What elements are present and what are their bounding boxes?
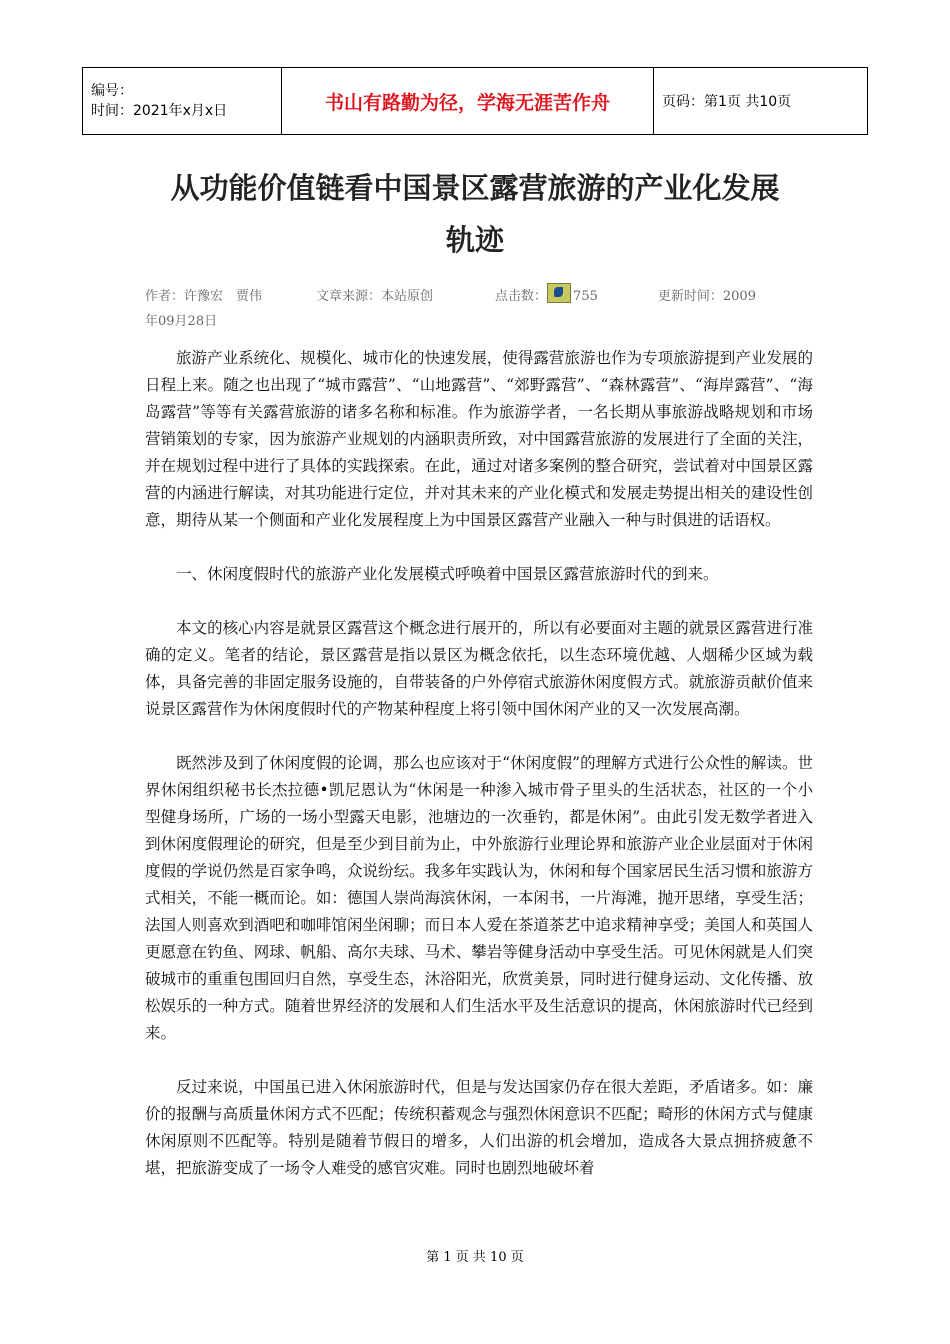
header-table bbox=[82, 67, 868, 135]
title-line-1: 从功能价值链看中国景区露营旅游的产业化发展 bbox=[170, 171, 780, 205]
page-footer: 第 1 页 共 10 页 bbox=[426, 1250, 524, 1265]
paragraph: 既然涉及到了休闲度假的论调，那么也应该对于“休闲度假”的理解方式进行公众性的解读。世界休闲组织秘书长杰拉德•凯尼恩认为“休闲是一种渗入城市骨子里头的生活状态，社区的一个小型健身场所，广场的一场小型露天电影，池塘边的一次垂钓，都是休闲”。由此引发无数学者进入到休闲度假理论的研究，但是至少到目前为止，中外旅游行业理论界和旅游产业企业层面对于休闲度假的学说仍然是百家争鸣，众说纷纭。我多年实践认为，休闲和每个国家居民生活习惯和旅游方式相关，不能一概而论。如：德国人崇尚海滨休闲，一本闲书，一片海滩，抛开思绪，享受生活；法国人则喜欢到酒吧和咖啡馆闲坐闲聊；而日本人爱在茶道茶艺中追求精神享受；美国人和英国人更愿意在钓鱼、网球、帆船、高尔夫球、马术、攀岩等健身活动中享受生活。可见休闲就是人们突破城市的重重包围回归自然，享受生态，沐浴阳光，欣赏美景，同时进行健身运动、文化传播、放松娱乐的一种方式。随着世界经济的发展和人们生活水平及生活意识的提高，休闲旅游时代已经到来。 bbox=[145, 754, 813, 1042]
time-label: 时间：2021年x月x日 bbox=[91, 103, 228, 119]
paragraph: 本文的核心内容是就景区露营这个概念进行展开的，所以有必要面对主题的就景区露营进行准确的定义。笔者的结论，景区露营是指以景区为概念依托，以生态环境优越、人烟稀少区域为载体，具备完善的非固定服务设施的，自带装备的户外停宿式旅游休闲度假方式。就旅游贡献价值来说景区露营作为休闲度假时代的产物某种程度上将引领中国休闲产业的又一次发展高潮。 bbox=[145, 619, 813, 718]
update-time-cont: 年09月28日 bbox=[145, 314, 218, 329]
page-info: 页码：第1页 共10页 bbox=[662, 94, 792, 110]
header-left-cell bbox=[83, 68, 282, 135]
motto-cell bbox=[282, 68, 654, 135]
hits-label: 点击数： bbox=[495, 289, 548, 304]
hits-value: 755 bbox=[573, 289, 598, 304]
article-title bbox=[100, 162, 850, 266]
page-info-cell bbox=[654, 68, 868, 135]
number-label: 编号： bbox=[91, 83, 133, 99]
motto-text: 书山有路勤为径，学海无涯苦作舟 bbox=[324, 91, 610, 114]
title-line-2: 轨迹 bbox=[445, 223, 504, 257]
paragraph: 旅游产业系统化、规模化、城市化的快速发展，使得露营旅游也作为专项旅游提到产业发展的日程上来。随之也出现了“城市露营”、“山地露营”、“郊野露营”、“森林露营”、“海岸露营”、“海岛露营”等等有关露营旅游的诸多名称和标准。作为旅游学者，一名长期从事旅游战略规划和市场营销策划的专家，因为旅游产业规划的内涵职责所致，对中国露营旅游的发展进行了全面的关注，并在规划过程中进行了具体的实践探索。在此，通过对诸多案例的整合研究，尝试着对中国景区露营的内涵进行解读，对其功能进行定位，并对其未来的产业化模式和发展走势提出相关的建设性创意，期待从某一个侧面和产业化发展程度上为中国景区露营产业融入一种与时俱进的话语权。 bbox=[145, 349, 813, 529]
author-label: 作者：许豫宏 贾伟 bbox=[145, 289, 263, 304]
article-meta bbox=[145, 283, 825, 334]
hits-group bbox=[495, 283, 598, 309]
hits-counter-icon bbox=[547, 283, 571, 303]
source-label: 文章来源：本站原创 bbox=[316, 289, 434, 304]
update-time: 更新时间：2009 bbox=[657, 289, 756, 304]
paragraph: 反过来说，中国虽已进入休闲旅游时代，但是与发达国家仍存在很大差距，矛盾诸多。如：廉价的报酬与高质量休闲方式不匹配；传统积蓄观念与强烈休闲意识不匹配；畸形的休闲方式与健康休闲原则不匹配等。特别是随着节假日的增多，人们出游的机会增加，造成各大景点拥挤疲惫不堪，把旅游变成了一场令人难受的感官灾难。同时也剧烈地破坏着 bbox=[145, 1078, 813, 1177]
article-body bbox=[145, 345, 813, 1209]
section-heading: 一、休闲度假时代的旅游产业化发展模式呼唤着中国景区露营旅游时代的到来。 bbox=[176, 565, 719, 583]
